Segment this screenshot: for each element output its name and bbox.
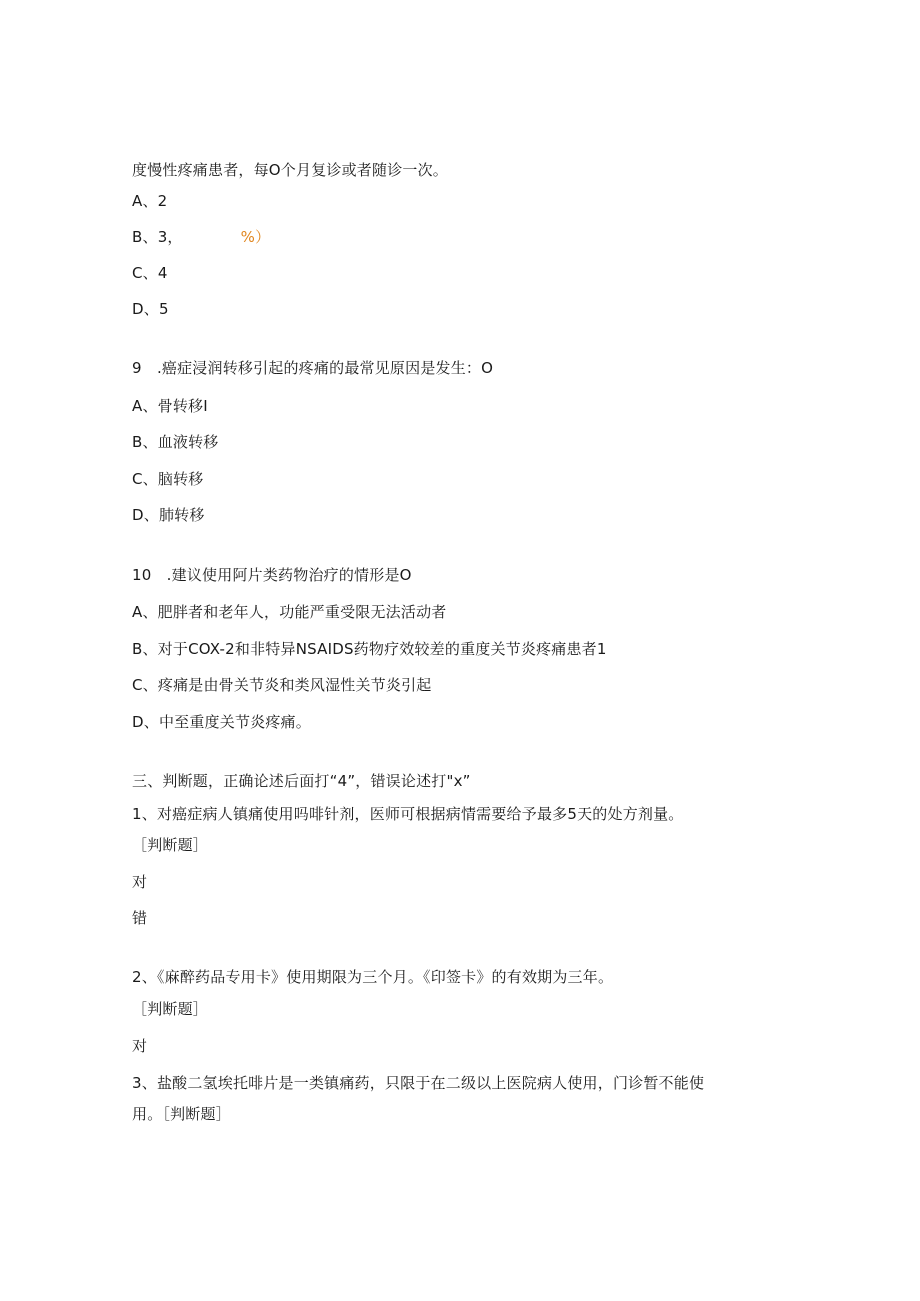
s3-q1-choice-false: 错 xyxy=(132,909,148,927)
q8-stem: 度慢性疼痛患者，每O个月复诊或者随诊一次。 xyxy=(132,161,449,179)
q8-option-a: A、2 xyxy=(132,192,168,210)
s3-q1-choice-true: 对 xyxy=(132,873,148,891)
q10-stem: 10 .建议使用阿片类药物治疗的情形是O xyxy=(132,566,412,584)
s3-q2-tag: ［判断题］ xyxy=(132,1000,209,1018)
q10-option-a: A、肥胖者和老年人，功能严重受限无法活动者 xyxy=(132,603,447,621)
q9-option-c: C、脑转移 xyxy=(132,470,204,488)
q9-option-b: B、血液转移 xyxy=(132,433,219,451)
s3-q2-choice-true: 对 xyxy=(132,1037,148,1055)
q8-option-b: B、3， xyxy=(132,228,183,246)
s3-q1-text: 1、对癌症病人镇痛使用吗啡针剂，医师可根据病情需要给予最多5天的处方剂量。 xyxy=(132,805,684,823)
q8-annotation: %） xyxy=(240,228,271,246)
q10-option-c: C、疼痛是由骨关节炎和类风湿性关节炎引起 xyxy=(132,676,432,694)
s3-q3-text: 3、盐酸二氢埃托啡片是一类镇痛药，只限于在二级以上医院病人使用，门诊暂不能使 xyxy=(132,1074,705,1092)
q9-option-d: D、肺转移 xyxy=(132,506,205,524)
q8-option-c: C、4 xyxy=(132,264,168,282)
section3-heading: 三、判断题，正确论述后面打“4”，错误论述打"x” xyxy=(132,772,471,790)
q9-option-a: A、骨转移I xyxy=(132,397,208,415)
q8-option-b-row xyxy=(132,227,270,247)
q10-option-b: B、对于COX-2和非特异NSAIDS药物疗效较差的重度关节炎疼痛患者1 xyxy=(132,640,607,658)
q9-stem: 9 .癌症浸润转移引起的疼痛的最常见原因是发生：O xyxy=(132,359,494,377)
q10-option-d: D、中至重度关节炎疼痛。 xyxy=(132,713,311,731)
s3-q3-text-cont: 用。［判断题］ xyxy=(132,1105,231,1123)
s3-q1-tag: ［判断题］ xyxy=(132,836,209,854)
q8-option-d: D、5 xyxy=(132,300,169,318)
s3-q2-text: 2、《麻醉药品专用卡》使用期限为三个月。《印签卡》的有效期为三年。 xyxy=(132,968,614,986)
